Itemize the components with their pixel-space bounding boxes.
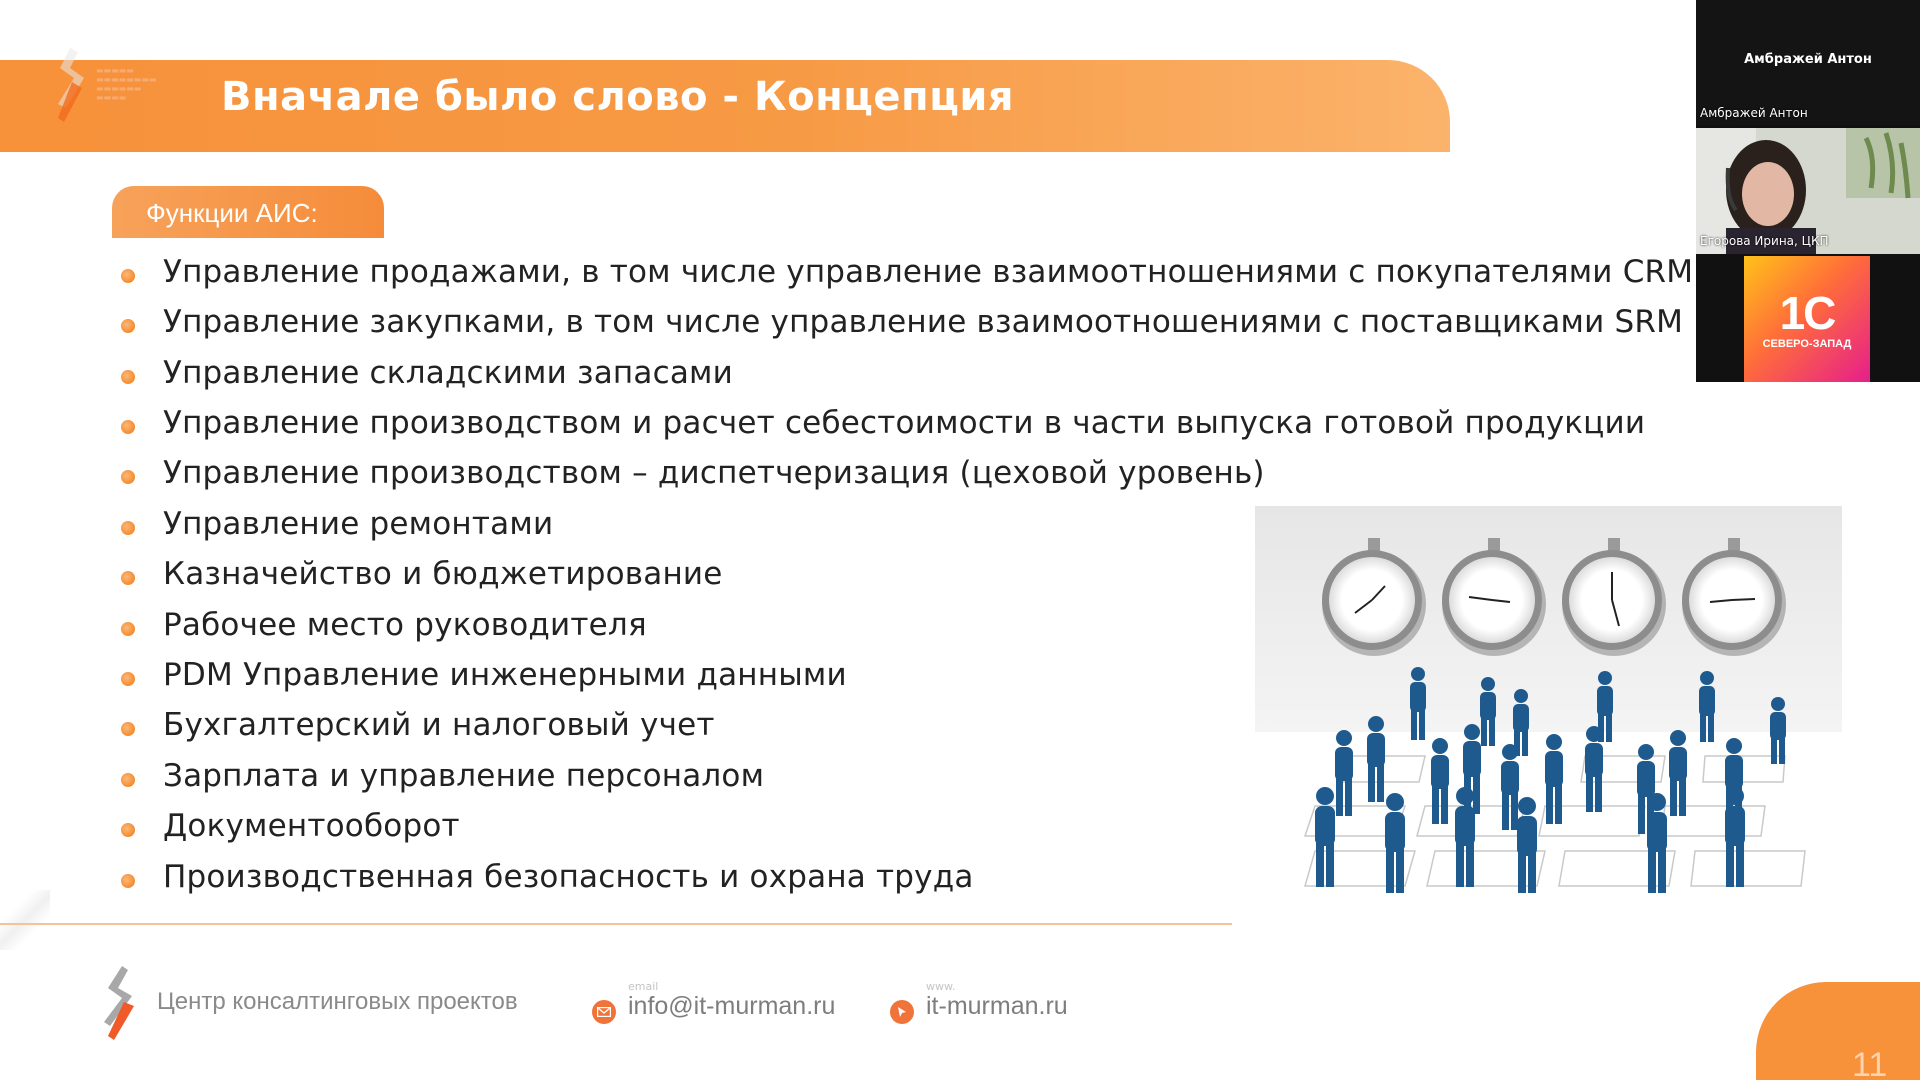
page-number: 11 bbox=[1852, 1046, 1888, 1080]
list-item-text: Казначейство и бюджетирование bbox=[163, 556, 723, 592]
header-logo-text: ▬▬▬▬▬ ▬▬▬▬▬▬▬▬ ▬▬▬▬▬▬ ▬▬▬▬ bbox=[96, 66, 157, 102]
participant-label: Егорова Ирина, ЦКП bbox=[1700, 234, 1829, 248]
web-cursor-icon bbox=[890, 1000, 914, 1024]
bullet-icon bbox=[121, 470, 135, 484]
bullet-icon bbox=[121, 571, 135, 585]
section-tab bbox=[112, 186, 384, 238]
bullet-icon bbox=[121, 672, 135, 686]
list-item-text: Производственная безопасность и охрана труда bbox=[163, 859, 974, 895]
onec-logo-icon bbox=[1744, 256, 1870, 382]
list-item-text: Управление продажами, в том числе управление взаимоотношениями с покупателями CRM bbox=[163, 254, 1694, 290]
list-item-text: Управление ремонтами bbox=[163, 506, 554, 542]
bullet-icon bbox=[121, 269, 135, 283]
stopwatches-people-illustration bbox=[1255, 506, 1842, 902]
participant-tile[interactable] bbox=[1696, 0, 1920, 125]
list-item-text: Рабочее место руководителя bbox=[163, 607, 647, 643]
bullet-icon bbox=[121, 722, 135, 736]
participant-tile-video[interactable] bbox=[1696, 128, 1920, 254]
bullet-icon bbox=[121, 370, 135, 384]
section-label: Функции АИС: bbox=[146, 198, 318, 228]
company-logo-icon bbox=[100, 966, 140, 1040]
list-item-text: Зарплата и управление персоналом bbox=[163, 758, 765, 794]
footer-divider bbox=[0, 923, 1232, 925]
email-icon bbox=[592, 1000, 616, 1024]
list-item-text: Бухгалтерский и налоговый учет bbox=[163, 707, 715, 743]
bullet-icon bbox=[121, 874, 135, 888]
company-name: Центр консалтинговых проектов bbox=[157, 988, 518, 1015]
list-item-text: Управление складскими запасами bbox=[163, 355, 733, 391]
page-number-corner bbox=[1756, 982, 1920, 1080]
video-participants-panel bbox=[1696, 0, 1920, 382]
list-item-text: Управление производством и расчет себестоимости в части выпуска готовой продукции bbox=[163, 405, 1646, 441]
list-item-text: Документооборот bbox=[163, 808, 460, 844]
list-item-text: Управление закупками, в том числе управление взаимоотношениями с поставщиками SRM bbox=[163, 304, 1684, 340]
onec-logo-text: 1С bbox=[1779, 287, 1835, 339]
participant-tile-logo[interactable] bbox=[1696, 256, 1920, 382]
participant-label: Амбражей Антон bbox=[1700, 106, 1808, 120]
bullet-icon bbox=[121, 823, 135, 837]
slide-title: Вначале было слово - Концепция bbox=[221, 74, 1015, 120]
onec-logo-subtitle: СЕВЕРО-ЗАПАД bbox=[1762, 338, 1852, 350]
list-item-text: Управление производством – диспетчеризация (цеховой уровень) bbox=[163, 455, 1265, 491]
bullet-icon bbox=[121, 521, 135, 535]
email-link[interactable]: info@it-murman.ru bbox=[628, 992, 836, 1020]
list-item-text: PDM Управление инженерными данными bbox=[163, 657, 847, 693]
bullet-icon bbox=[121, 319, 135, 333]
web-label: www. bbox=[926, 980, 956, 993]
email-label: email bbox=[628, 980, 659, 993]
bullet-icon bbox=[121, 773, 135, 787]
background-decor bbox=[0, 890, 50, 950]
bullet-icon bbox=[121, 420, 135, 434]
participant-name-center: Амбражей Антон bbox=[1744, 52, 1872, 67]
web-link[interactable]: it-murman.ru bbox=[926, 992, 1068, 1020]
bullet-icon bbox=[121, 622, 135, 636]
